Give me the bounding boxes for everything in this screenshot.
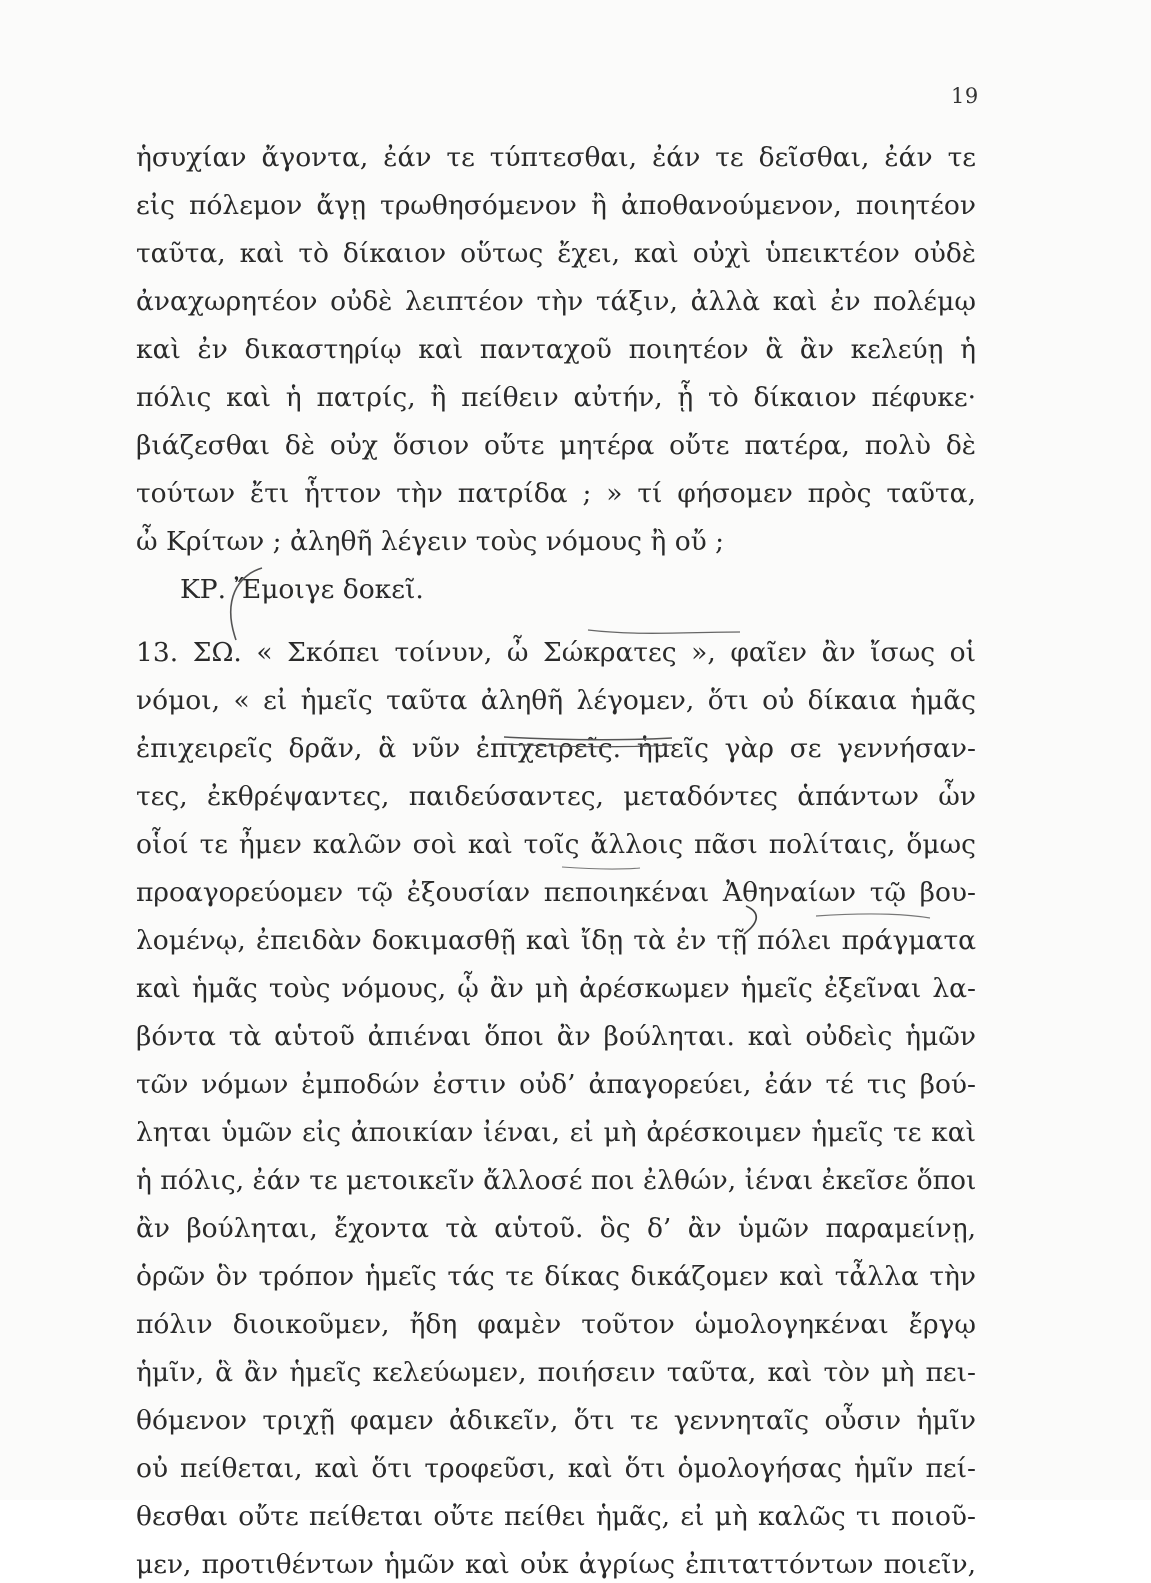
text-line: θόμενον τριχῇ φαμεν ἀδικεῖν, ὅτι τε γεννηταῖς οὖσιν ἡμῖν [136, 1405, 976, 1436]
text-line: βόντα τὰ αὑτοῦ ἀπιέναι ὅποι ἂν βούληται. καὶ οὐδεὶς ἡμῶν [136, 1021, 976, 1052]
text-line: ἡμῖν, ἃ ἂν ἡμεῖς κελεύωμεν, ποιήσειν ταῦτα, καὶ τὸν μὴ πει- [136, 1357, 976, 1388]
text-line: ταῦτα, καὶ τὸ δίκαιον οὕτως ἔχει, καὶ οὐχὶ ὑπεικτέον οὐδὲ [136, 238, 976, 269]
text-line: καὶ ἡμᾶς τοὺς νόμους, ᾧ ἂν μὴ ἀρέσκωμεν ἡμεῖς ἐξεῖναι λα- [136, 973, 976, 1004]
section-13-heading-line: 13. ΣΩ. « Σκόπει τοίνυν, ὦ Σώκρατες », φαῖεν ἂν ἴσως οἱ [136, 637, 976, 668]
text-line: πόλις καὶ ἡ πατρίς, ἢ πείθειν αὐτήν, ᾗ τὸ δίκαιον πέφυκε· [136, 382, 976, 413]
page-number: 19 [951, 84, 979, 108]
text-line: ὦ Κρίτων ; ἀληθῆ λέγειν τοὺς νόμους ἢ οὔ ; [136, 526, 725, 557]
text-line: μεν, προτιθέντων ἡμῶν καὶ οὐκ ἀγρίως ἐπιταττόντων ποιεῖν, [136, 1549, 976, 1580]
text-line: νόμοι, « εἰ ἡμεῖς ταῦτα ἀληθῆ λέγομεν, ὅτι οὐ δίκαια ἡμᾶς [136, 685, 976, 716]
text-line: ληται ὑμῶν εἰς ἀποικίαν ἰέναι, εἰ μὴ ἀρέσκοιμεν ἡμεῖς τε καὶ [136, 1117, 976, 1148]
text-line: εἰς πόλεμον ἄγῃ τρωθησόμενον ἢ ἀποθανούμενον, ποιητέον [136, 190, 976, 221]
text-line: ἐπιχειρεῖς δρᾶν, ἃ νῦν ἐπιχειρεῖς. ἡμεῖς γὰρ σε γεννήσαν- [136, 733, 976, 764]
text-line: θεσθαι οὔτε πείθεται οὔτε πείθει ἡμᾶς, εἰ μὴ καλῶς τι ποιοῦ- [136, 1501, 976, 1532]
text-line: λομένῳ, ἐπειδὰν δοκιμασθῇ καὶ ἴδῃ τὰ ἐν τῇ πόλει πράγματα [136, 925, 976, 956]
text-line: τες, ἐκθρέψαντες, παιδεύσαντες, μεταδόντες ἁπάντων ὧν [136, 781, 976, 812]
text-line: οὐ πείθεται, καὶ ὅτι τροφεῦσι, καὶ ὅτι ὁμολογήσας ἡμῖν πεί- [136, 1453, 976, 1484]
text-line: ἂν βούληται, ἔχοντα τὰ αὑτοῦ. ὃς δ’ ἂν ὑμῶν παραμείνῃ, [136, 1213, 976, 1244]
text-line: καὶ ἐν δικαστηρίῳ καὶ πανταχοῦ ποιητέον ἃ ἂν κελεύῃ ἡ [136, 334, 976, 365]
text-line: ὁρῶν ὃν τρόπον ἡμεῖς τάς τε δίκας δικάζομεν καὶ τἆλλα τὴν [136, 1261, 976, 1292]
speaker-line: ΚΡ. Ἔμοιγε δοκεῖ. [180, 574, 424, 605]
text-line: τῶν νόμων ἐμποδών ἐστιν οὐδ’ ἀπαγορεύει, ἐάν τέ τις βού- [136, 1069, 976, 1100]
text-line: οἷοί τε ἦμεν καλῶν σοὶ καὶ τοῖς ἄλλοις πᾶσι πολίταις, ὅμως [136, 829, 976, 860]
text-line: ἡσυχίαν ἄγοντα, ἐάν τε τύπτεσθαι, ἐάν τε δεῖσθαι, ἐάν τε [136, 142, 976, 173]
text-line: βιάζεσθαι δὲ οὐχ ὅσιον οὔτε μητέρα οὔτε πατέρα, πολὺ δὲ [136, 430, 976, 461]
text-line: πόλιν διοικοῦμεν, ἤδη φαμὲν τοῦτον ὡμολογηκέναι ἔργῳ [136, 1309, 976, 1340]
text-line: προαγορεύομεν τῷ ἐξουσίαν πεποιηκέναι Ἀθηναίων τῷ βου- [136, 877, 976, 908]
text-line: τούτων ἔτι ἧττον τὴν πατρίδα ; » τί φήσομεν πρὸς ταῦτα, [136, 478, 976, 509]
text-line: ἡ πόλις, ἐάν τε μετοικεῖν ἄλλοσέ ποι ἐλθών, ἰέναι ἐκεῖσε ὅποι [136, 1165, 977, 1196]
text-line: ἀναχωρητέον οὐδὲ λειπτέον τὴν τάξιν, ἀλλὰ καὶ ἐν πολέμῳ [136, 286, 976, 317]
